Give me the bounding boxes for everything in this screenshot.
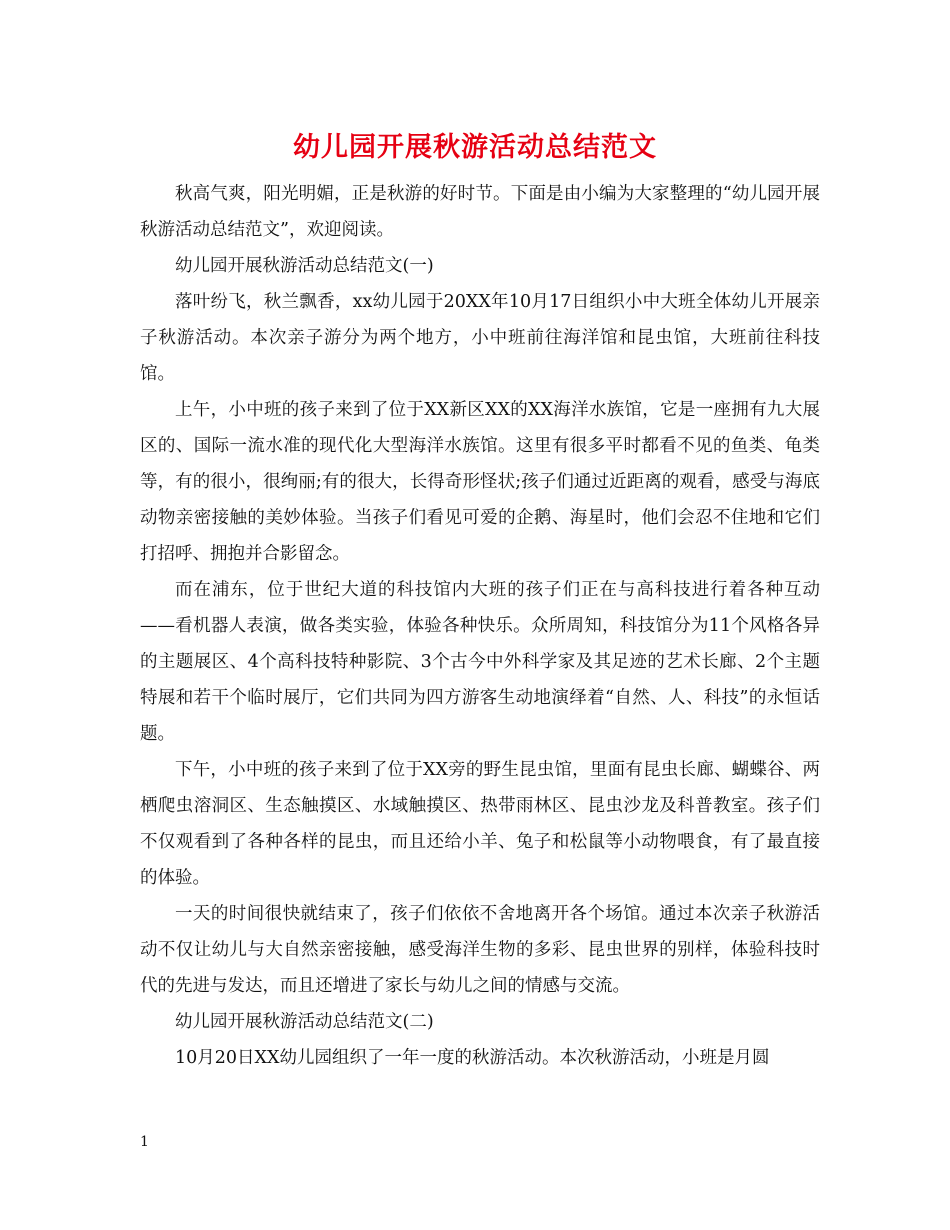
page-number: 1 xyxy=(140,1134,149,1150)
body-paragraph: 而在浦东，位于世纪大道的科技馆内大班的孩子们正在与高科技进行着各种互动——看机器人表演，做各类实验，体验各种快乐。众所周知，科技馆分为11个风格各异的主题展区、4个高科技特种影院、3个古今中外科学家及其足迹的艺术长廊、2个主题特展和若干个临时展厅，它们共同为四方游客生动地演绎着“自然、人、科技”的永恒话题。 xyxy=(140,580,820,744)
section-heading-2: 幼儿园开展秋游活动总结范文(二) xyxy=(175,1012,434,1032)
body-paragraph: 下午，小中班的孩子来到了位于XX旁的野生昆虫馆，里面有昆虫长廊、蝴蝶谷、两栖爬虫溶洞区、生态触摸区、水域触摸区、热带雨林区、昆虫沙龙及科普教室。孩子们不仅观看到了各种各样的昆虫，而且还给小羊、兔子和松鼠等小动物喂食，有了最直接的体验。 xyxy=(140,760,820,888)
document-title: 幼儿园开展秋游活动总结范文 xyxy=(293,132,657,163)
body-paragraph: 10月20日XX幼儿园组织了一年一度的秋游活动。本次秋游活动，小班是月圆 xyxy=(175,1048,770,1068)
body-paragraph: 落叶纷飞，秋兰飘香，xx幼儿园于20XX年10月17日组织小中大班全体幼儿开展亲子秋游活动。本次亲子游分为两个地方，小中班前往海洋馆和昆虫馆，大班前往科技馆。 xyxy=(140,292,820,384)
body-paragraph: 上午，小中班的孩子来到了位于XX新区XX的XX海洋水族馆，它是一座拥有九大展区的、国际一流水准的现代化大型海洋水族馆。这里有很多平时都看不见的鱼类、龟类等，有的很小，很绚丽;有的很大，长得奇形怪状;孩子们通过近距离的观看，感受与海底动物亲密接触的美妙体验。当孩子们看见可爱的企鹅、海星时，他们会忍不住地和它们打招呼、拥抱并合影留念。 xyxy=(140,400,820,564)
document-body xyxy=(140,176,820,1076)
intro-paragraph: 秋高气爽，阳光明媚，正是秋游的好时节。下面是由小编为大家整理的“幼儿园开展秋游活动总结范文”，欢迎阅读。 xyxy=(140,184,820,240)
body-paragraph: 一天的时间很快就结束了，孩子们依依不舍地离开各个场馆。通过本次亲子秋游活动不仅让幼儿与大自然亲密接触，感受海洋生物的多彩、昆虫世界的别样，体验科技时代的先进与发达，而且还增进了家长与幼儿之间的情感与交流。 xyxy=(140,904,820,996)
section-heading-1: 幼儿园开展秋游活动总结范文(一) xyxy=(175,256,434,276)
